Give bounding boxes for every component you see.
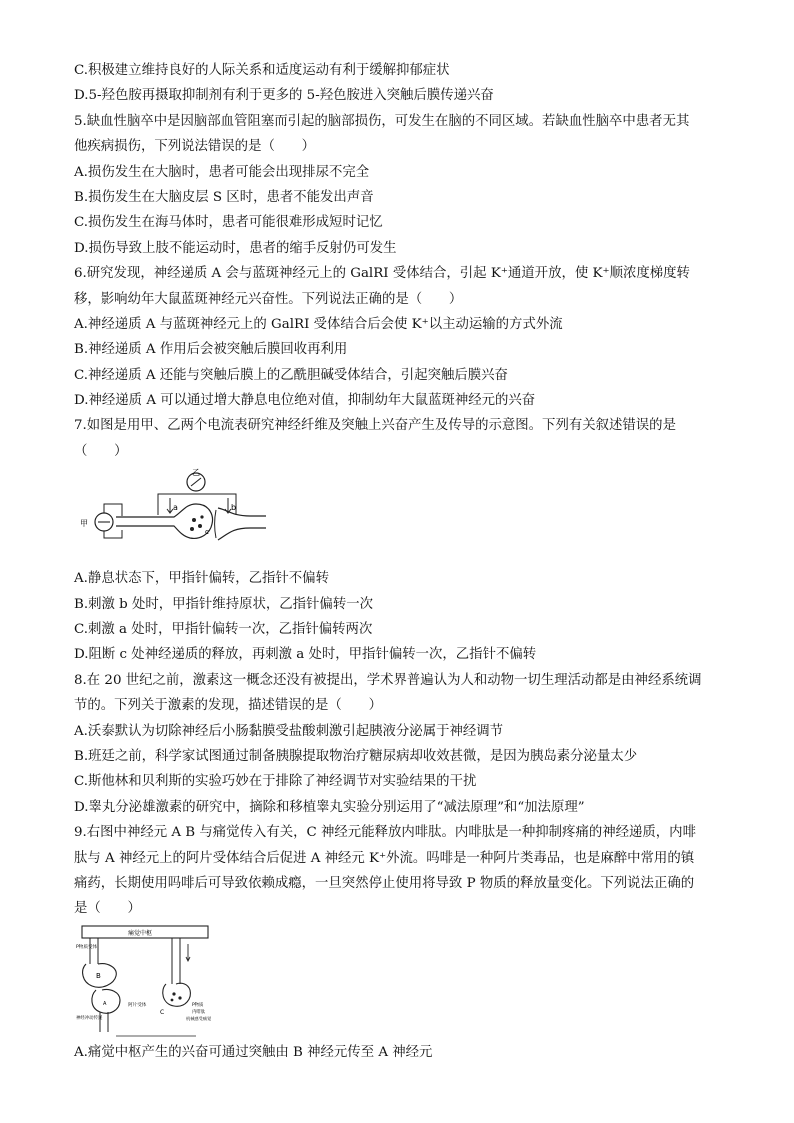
neuron-a-label: A [103, 1000, 107, 1007]
pain-center-label: 痛觉中枢 [128, 929, 153, 937]
q8-stem-line2: 节的。下列关于激素的发现，描述错误的是（ ） [74, 698, 382, 714]
left-note-label: 神经冲动传递 [76, 1015, 103, 1021]
q7-figure [74, 464, 734, 566]
q8-stem-line1: 8.在 20 世纪之前，激素这一概念还没有被提出，学术界普遍认为人和动物一切生理活动都是由神经系统调 [74, 672, 702, 688]
q8-option-c: C.斯他林和贝利斯的实验巧妙在于排除了神经调节对实验结果的干扰 [74, 774, 477, 790]
q5-option-b: B.损伤发生在大脑皮层 S 区时，患者不能发出声音 [74, 189, 374, 205]
q7-option-b: B.刺激 b 处时，甲指针维持原状，乙指针偏转一次 [74, 596, 373, 612]
q5-option-d: D.损伤导致上肢不能运动时，患者的缩手反射仍可发生 [74, 240, 397, 256]
q9-figure [74, 922, 734, 1040]
point-b-label: b [231, 503, 237, 513]
q5-option-c: C.损伤发生在海马体时，患者可能很难形成短时记忆 [74, 215, 383, 231]
endorphin-vesicle [171, 998, 174, 1001]
p-receptor-label: P物质受体 [76, 944, 98, 950]
q9-option-a: A.痛觉中枢产生的兴奋可通过突触由 B 神经元传至 A 神经元 [74, 1044, 433, 1060]
meter-yi-label: 乙 [192, 468, 200, 478]
point-c-label: c [205, 528, 209, 537]
synaptic-cleft [215, 510, 217, 538]
q6-option-b: B.神经递质 A 作用后会被突触后膜回收再利用 [74, 342, 348, 358]
q6-option-d: D.神经递质 A 可以通过增大静息电位绝对值，抑制幼年大鼠蓝斑神经元的兴奋 [74, 393, 536, 409]
meter-jia-wire-top [104, 504, 122, 516]
axon-and-terminal [116, 504, 212, 538]
q4-option-c: C.积极建立维持良好的人际关系和适度运动有利于缓解抑郁症状 [74, 63, 450, 78]
synaptic-vesicle [190, 527, 194, 531]
q7-stem-line2: （ ） [74, 443, 128, 459]
endorphin-vesicle [172, 992, 175, 995]
neuron-c-terminal [163, 983, 191, 1006]
legend-endorphin: 内啡肽 [192, 1009, 206, 1015]
legend-mechanical: 机械感受痛觉 [186, 1015, 212, 1021]
q7-option-a: A.静息状态下，甲指针偏转，乙指针不偏转 [74, 571, 329, 587]
meter-jia-label: 甲 [80, 519, 88, 529]
q6-stem-line1: 6.研究发现，神经递质 A 会与蓝斑神经元上的 GalRI 受体结合，引起 K⁺通道开放，使 K⁺顺浓度梯度转 [74, 266, 690, 282]
q5-stem-line1: 5.缺血性脑卒中是因脑部血管阻塞而引起的脑部损伤，可发生在脑的不同区域。若缺血性脑卒中患者无其 [74, 113, 690, 129]
legend-p-substance: P物质 [192, 1002, 204, 1008]
q6-stem-line2: 移，影响幼年大鼠蓝斑神经元兴奋性。下列说法正确的是（ ） [74, 291, 463, 307]
neuron-b-label: B [96, 971, 101, 980]
q9-stem-line1: 9.右图中神经元 A B 与痛觉传入有关，C 神经元能释放内啡肽。内啡肽是一种抑制疼痛的神经递质，内啡 [74, 825, 696, 841]
q5-stem-line2: 他疾病损伤，下列说法错误的是（ ） [74, 139, 316, 155]
exam-page [74, 58, 734, 1065]
q7-stem-line1: 7.如图是用甲、乙两个电流表研究神经纤维及突触上兴奋产生及传导的示意图。下列有关叙述错误的是 [74, 418, 676, 434]
q8-option-b: B.班廷之前，科学家试图通过制备胰腺提取物治疗糖尿病却收效甚微，是因为胰岛素分泌量太少 [74, 748, 638, 764]
q4-option-d: D.5-羟色胺再摄取抑制剂有利于更多的 5-羟色胺进入突触后膜传递兴奋 [74, 88, 494, 104]
q5-option-a: A.损伤发生在大脑时，患者可能会出现排尿不完全 [74, 164, 370, 180]
q9-stem-line3: 痛药，长期使用吗啡后可导致依赖成瘾，一旦突然停止使用将导致 P 物质的释放量变化。下列说法正确的 [74, 875, 695, 891]
synaptic-vesicle [192, 518, 196, 522]
q8-option-a: A.沃泰默认为切除神经后小肠黏膜受盐酸刺激引起胰液分泌属于神经调节 [74, 723, 504, 739]
postsynaptic-neuron [218, 508, 266, 540]
neuron-a-axon [100, 1012, 108, 1032]
synaptic-vesicle [198, 524, 202, 528]
q7-option-c: C.刺激 a 处时，甲指针偏转一次，乙指针偏转两次 [74, 622, 373, 638]
opioid-receptor-label: 阿片受体 [128, 1002, 147, 1008]
q9-stem-line4: 是（ ） [74, 901, 141, 917]
synaptic-vesicle [200, 516, 203, 519]
q7-option-d: D.阻断 c 处神经递质的释放，再刺激 a 处时，甲指针偏转一次，乙指针不偏转 [74, 647, 537, 663]
q8-option-d: D.睾丸分泌雄激素的研究中，摘除和移植睾丸实验分别运用了“减法原理”和“加法原理” [74, 799, 585, 815]
q6-option-c: C.神经递质 A 还能与突触后膜上的乙酰胆碱受体结合，引起突触后膜兴奋 [74, 367, 508, 383]
meter-yi-needle [191, 478, 201, 486]
neuron-b-axon [90, 938, 98, 964]
neuron-c-label: C [160, 1008, 165, 1016]
q9-stem-line2: 肽与 A 神经元上的阿片受体结合后促进 A 神经元 K⁺外流。吗啡是一种阿片类毒品，也是麻醉中常用的镇 [74, 850, 695, 866]
neuron-c-axon [172, 938, 180, 984]
point-a-label: a [173, 503, 178, 513]
endorphin-vesicle [178, 996, 181, 999]
q6-option-a: A.神经递质 A 与蓝斑神经元上的 GalRI 受体结合后会使 K⁺以主动运输的方式外流 [74, 316, 563, 332]
